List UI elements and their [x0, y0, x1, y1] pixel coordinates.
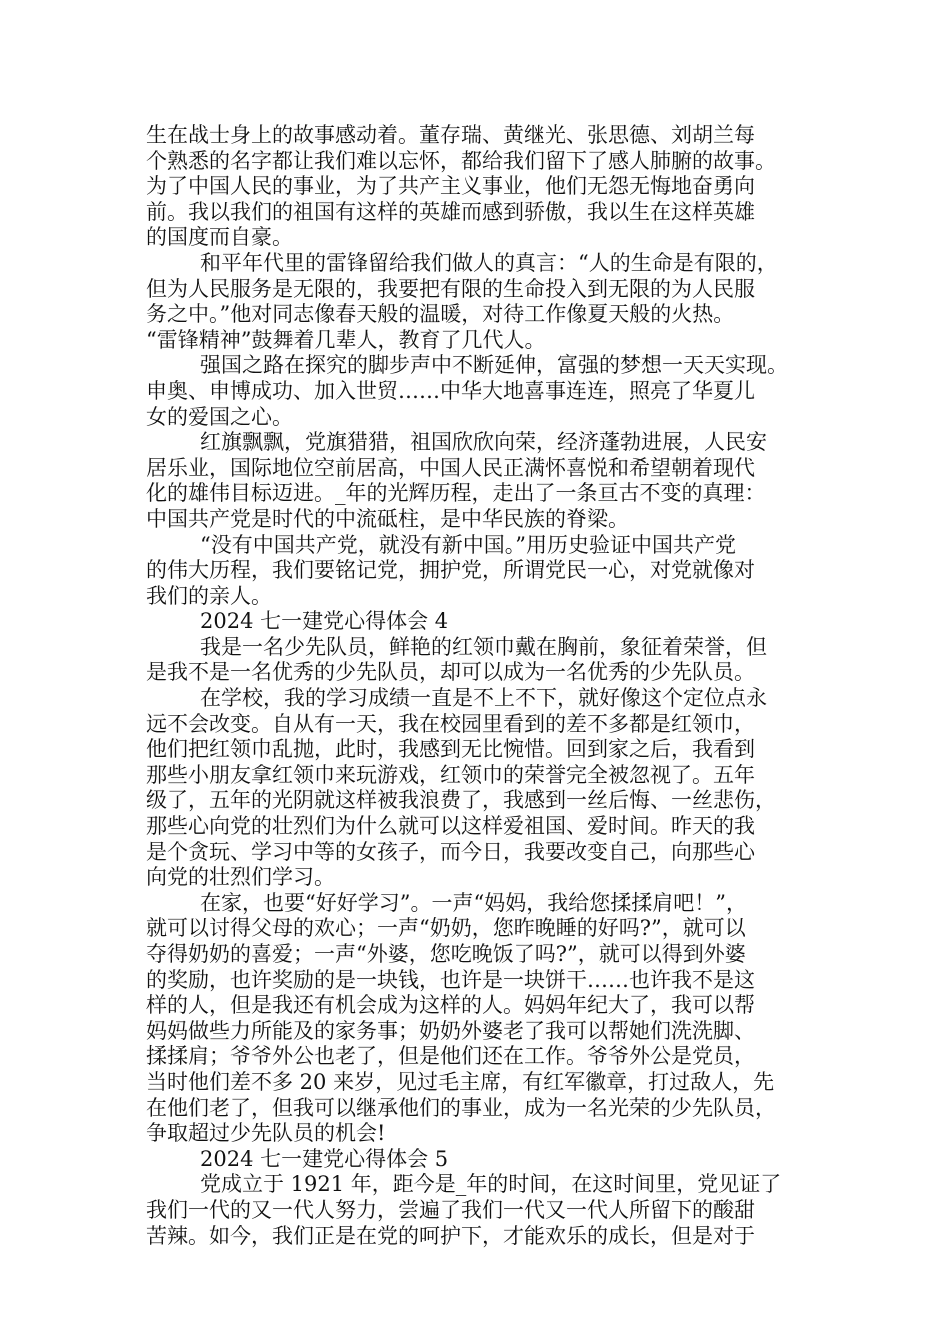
- text-line: 党成立于 1921 年，距今是_年的时间，在这时间里，党见证了: [200, 1172, 782, 1197]
- text-line: 居乐业，国际地位空前居高，中国人民正满怀喜悦和希望朝着现代: [146, 455, 755, 480]
- text-line: 妈妈做些力所能及的家务事；奶奶外婆老了我可以帮她们洗洗脚、: [146, 1018, 755, 1043]
- text-line: 我是一名少先队员，鲜艳的红领巾戴在胸前，象征着荣誉，但: [200, 634, 767, 659]
- text-line: “没有中国共产党，就没有新中国。”用历史验证中国共产党: [200, 532, 736, 557]
- text-line: 个熟悉的名字都让我们难以忘怀，都给我们留下了感人肺腑的故事。: [146, 148, 776, 173]
- text-line: 务之中。”他对同志像春天般的温暖，对待工作像夏天般的火热。: [146, 302, 735, 327]
- text-line: 的奖励，也许奖励的是一块钱，也许是一块饼干……也许我不是这: [146, 967, 755, 992]
- text-line: 中国共产党是时代的中流砥柱，是中华民族的脊梁。: [146, 506, 629, 531]
- text-line: 样的人，但是我还有机会成为这样的人。妈妈年纪大了，我可以帮: [146, 993, 755, 1018]
- text-line: 那些小朋友拿红领巾来玩游戏，红领巾的荣誉完全被忽视了。五年: [146, 762, 755, 787]
- text-line: 女的爱国之心。: [146, 404, 293, 429]
- text-line: 前。我以我们的祖国有这样的英雄而感到骄傲，我以生在这样英雄: [146, 199, 755, 224]
- text-line: 2024 七一建党心得体会 5: [200, 1146, 449, 1171]
- text-line: 强国之路在探究的脚步声中不断延伸，富强的梦想一天天实现。: [200, 353, 788, 378]
- text-line: 苦辣。如今，我们正是在党的呵护下，才能欢乐的成长，但是对于: [146, 1223, 755, 1248]
- text-line: 那些心向党的壮烈们为什么就可以这样爱祖国、爱时间。昨天的我: [146, 814, 755, 839]
- text-line: 在他们老了，但我可以继承他们的事业，成为一名光荣的少先队员，: [146, 1095, 776, 1120]
- text-line: 我们的亲人。: [146, 583, 272, 608]
- text-line: 我们一代的又一代人努力，尝遍了我们一代又一代人所留下的酸甜: [146, 1197, 755, 1222]
- text-line: 就可以讨得父母的欢心；一声“奶奶，您昨晚睡的好吗?”，就可以: [146, 916, 746, 941]
- text-line: 是我不是一名优秀的少先队员，却可以成为一名优秀的少先队员。: [146, 660, 755, 685]
- text-line: 当时他们差不多 20 来岁，见过毛主席，有红军徽章，打过敌人，先: [146, 1069, 775, 1094]
- text-line: 但为人民服务是无限的，我要把有限的生命投入到无限的为人民服: [146, 276, 755, 301]
- text-line: 是个贪玩、学习中等的女孩子，而今日，我要改变自己，向那些心: [146, 839, 755, 864]
- text-line: 揉揉肩；爷爷外公也老了，但是他们还在工作。爷爷外公是党员，: [146, 1044, 755, 1069]
- text-line: 在家，也要“好好学习”。一声“妈妈，我给您揉揉肩吧！”，: [200, 890, 747, 915]
- text-line: 夺得奶奶的喜爱；一声“外婆，您吃晚饭了吗?”，就可以得到外婆: [146, 942, 746, 966]
- text-line: 为了中国人民的事业，为了共产主义事业，他们无怨无悔地奋勇向: [146, 174, 755, 199]
- text-line: 远不会改变。自从有一天，我在校园里看到的差不多都是红领巾，: [146, 711, 755, 736]
- text-line: “雷锋精神”鼓舞着几辈人，教育了几代人。: [146, 327, 546, 352]
- text-line: 的国度而自豪。: [146, 225, 293, 250]
- text-line: 向党的壮烈们学习。: [146, 865, 335, 890]
- text-line: 的伟大历程，我们要铭记党，拥护党，所谓党民一心，对党就像对: [146, 558, 755, 583]
- text-line: 争取超过少先队员的机会!: [146, 1121, 386, 1146]
- text-line: 级了，五年的光阴就这样被我浪费了，我感到一丝后悔、一丝悲伤，: [146, 788, 776, 813]
- text-line: 化的雄伟目标迈进。_年的光辉历程，走出了一条亘古不变的真理：: [146, 481, 766, 506]
- text-line: 他们把红领巾乱抛，此时，我感到无比惋惜。回到家之后，我看到: [146, 737, 755, 762]
- text-line: 申奥、申博成功、加入世贸……中华大地喜事连连，照亮了华夏儿: [146, 378, 755, 403]
- text-line: 生在战士身上的故事感动着。董存瑞、黄继光、张思德、刘胡兰每: [146, 123, 755, 147]
- text-line: 和平年代里的雷锋留给我们做人的真言：“人的生命是有限的，: [200, 250, 778, 275]
- text-line: 红旗飘飘，党旗猎猎，祖国欣欣向荣，经济蓬勃进展，人民安: [200, 430, 767, 455]
- text-line: 2024 七一建党心得体会 4: [200, 609, 449, 634]
- text-line: 在学校，我的学习成绩一直是不上不下，就好像这个定位点永: [200, 686, 767, 711]
- document-page: [146, 123, 814, 1249]
